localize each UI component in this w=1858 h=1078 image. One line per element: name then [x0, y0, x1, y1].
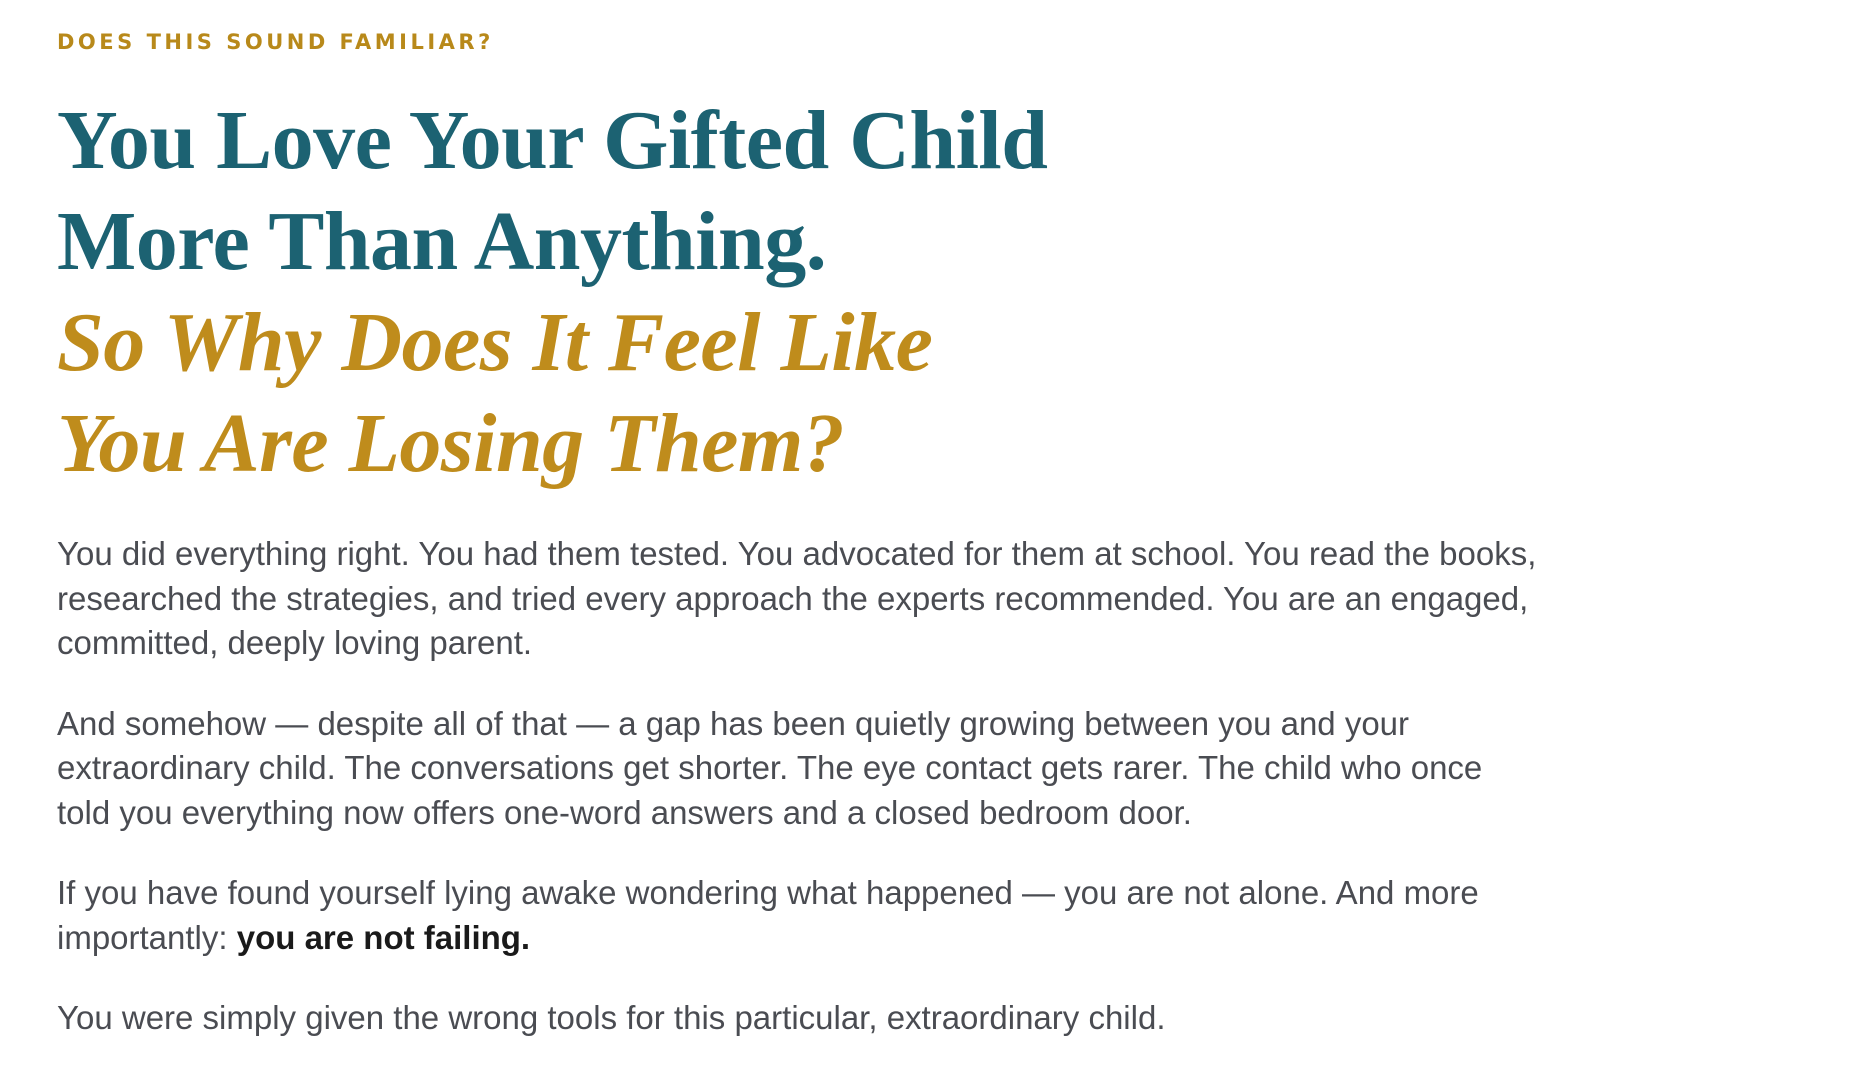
headline-line-4: You Are Losing Them?: [57, 397, 845, 490]
paragraph-3-emphasis: you are not failing.: [236, 918, 531, 956]
paragraph-2: And somehow — despite all of that — a gap has been quietly growing between you and your extraordinary child. The conversations get shorter. The eye contact gets rarer. The child who once told you everything now offers one-word answers and a closed bedroom door.: [57, 704, 1483, 831]
paragraph-3: [57, 871, 1537, 960]
body-copy: [57, 532, 1537, 1077]
section-headline: [57, 90, 1048, 494]
headline-line-3: So Why Does It Feel Like: [57, 296, 933, 389]
paragraph-1: You did everything right. You had them tested. You advocated for them at school. You read the books, researched the strategies, and tried every approach the experts recommended. You are an engaged, committed, deeply loving parent.: [57, 535, 1537, 661]
section-eyebrow: DOES THIS SOUND FAMILIAR?: [57, 30, 494, 54]
paragraph-3-text: If you have found yourself lying awake wondering what happened — you are not alone. And more importantly:: [57, 874, 1479, 956]
headline-line-2: More Than Anything.: [57, 195, 827, 288]
paragraph-4: You were simply given the wrong tools for this particular, extraordinary child.: [57, 999, 1166, 1036]
headline-line-1: You Love Your Gifted Child: [57, 94, 1048, 187]
